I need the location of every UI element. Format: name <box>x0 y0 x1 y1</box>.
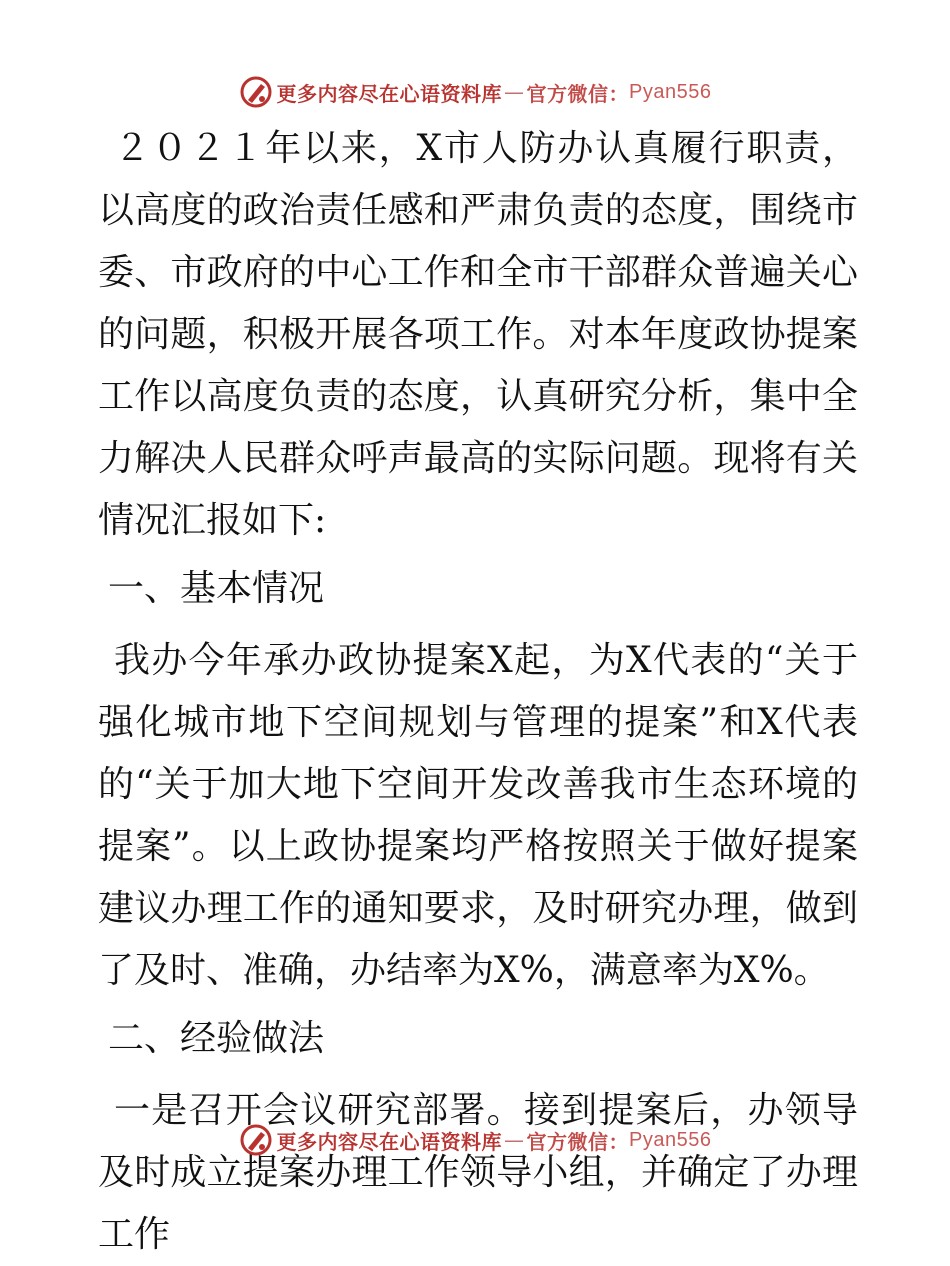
pen-circle-logo-icon <box>239 75 273 109</box>
document-body <box>98 118 858 1266</box>
watermark-separator: — <box>504 1128 525 1152</box>
intro-paragraph: ２０２１年以来，X市人防办认真履行职责，以高度的政治责任感和严肃负责的态度，围绕市委、市政府的中心工作和全市干部群众普遍关心的问题，积极开展各项工作。对本年度政协提案工作以高度负责的态度，认真研究分析，集中全力解决人民群众呼声最高的实际问题。现将有关情况汇报如下: <box>98 128 858 541</box>
watermark-brand-text: 更多内容尽在心语资料库 <box>276 1129 503 1154</box>
pen-circle-logo-icon <box>239 1123 273 1157</box>
section-heading-basic: 一、基本情况 <box>108 568 325 609</box>
footer-watermark <box>0 1120 950 1160</box>
watermark-wechat-id: Pyan556 <box>629 80 712 103</box>
watermark-brand-text: 更多内容尽在心语资料库 <box>276 81 503 106</box>
watermark-wechat-id: Pyan556 <box>629 1128 712 1151</box>
basic-situation-paragraph: 我办今年承办政协提案X起，为X代表的“关于强化城市地下空间规划与管理的提案”和X代表的“关于加大地下空间开发改善我市生态环境的提案”。以上政协提案均严格按照关于做好提案建议办理工作的通知要求，及时研究办理，做到了及时、准确，办结率为X%，满意率为X%。 <box>98 640 858 991</box>
section-heading-experience: 二、经验做法 <box>108 1018 325 1059</box>
watermark-wechat-label: 官方微信： <box>526 1129 630 1154</box>
experience-paragraph: 一是召开会议研究部署。接到提案后，办领导及时成立提案办理工作领导小组，并确定了办理工作 <box>98 1090 858 1255</box>
header-watermark <box>0 72 950 112</box>
watermark-separator: — <box>504 80 525 104</box>
watermark-wechat-label: 官方微信： <box>526 81 630 106</box>
